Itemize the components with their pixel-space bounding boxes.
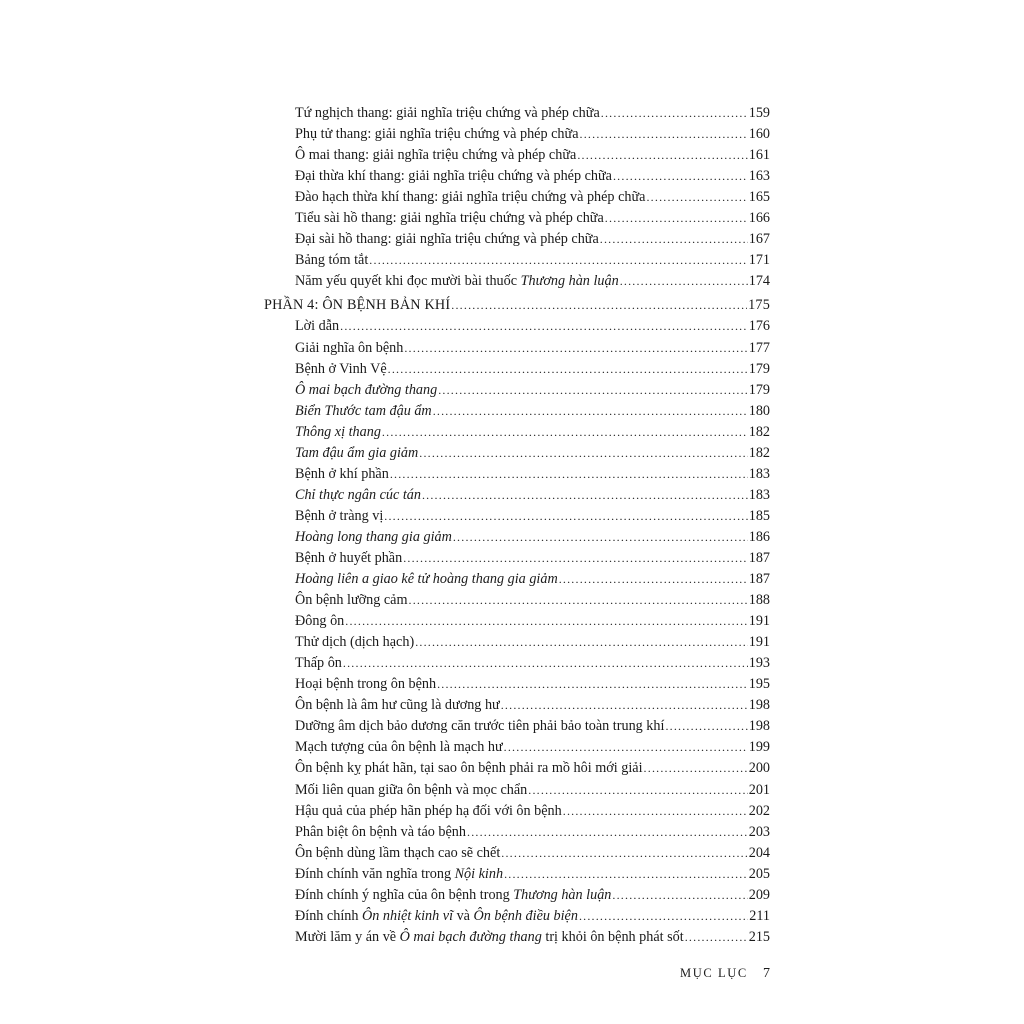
toc-title-text: PHẦN 4: ÔN BỆNH BẢN KHÍ — [264, 297, 451, 314]
toc-title-italic: Thông xị thang — [295, 423, 381, 440]
toc-entry — [264, 380, 770, 401]
toc-entry-title — [295, 927, 684, 948]
toc-page-number: 182 — [748, 444, 770, 461]
toc-page-number: 205 — [748, 865, 770, 882]
toc-entry — [264, 527, 770, 548]
dot-leader — [403, 548, 748, 569]
toc-entry — [264, 485, 770, 506]
toc-page-number: 163 — [748, 168, 770, 185]
toc-page-number: 195 — [748, 676, 770, 693]
dot-leader — [438, 380, 748, 401]
toc-title-italic: Ôn bệnh điều biện — [473, 907, 578, 924]
toc-title-italic: Nội kinh — [454, 865, 504, 882]
toc-page-number: 171 — [748, 252, 770, 269]
dot-leader — [685, 927, 748, 948]
dot-leader — [433, 401, 748, 422]
toc-entry-title — [295, 443, 418, 464]
toc-title-text: Ôn bệnh kỵ phát hãn, tại sao ôn bệnh phải ra mồ hôi mới giải — [295, 760, 643, 777]
toc-entry — [264, 208, 770, 229]
toc-entry-title — [295, 590, 408, 611]
toc-entry — [264, 401, 770, 422]
toc-entry-title — [295, 716, 664, 737]
toc-entry-title — [295, 401, 432, 422]
dot-leader — [504, 864, 748, 885]
toc-title-text: Hoại bệnh trong ôn bệnh — [295, 676, 437, 693]
toc-entry — [264, 422, 770, 443]
toc-entry — [264, 569, 770, 590]
toc-page-number: 187 — [748, 571, 770, 588]
toc-entry-title — [295, 695, 500, 716]
dot-leader — [600, 229, 748, 250]
toc-entry — [264, 443, 770, 464]
toc-title-text: Lời dẫn — [295, 318, 340, 335]
toc-entry-title — [295, 187, 645, 208]
toc-entry-title — [295, 611, 344, 632]
dot-leader — [437, 674, 748, 695]
toc-entry-title — [295, 271, 619, 292]
dot-leader — [422, 485, 748, 506]
toc-title-italic: Thương hàn luận — [513, 886, 612, 903]
toc-entry-title — [295, 208, 604, 229]
toc-entry — [264, 506, 770, 527]
toc-entry — [264, 359, 770, 380]
toc-page-number: 177 — [748, 339, 770, 356]
toc-page-number: 199 — [748, 739, 770, 756]
toc-entry — [264, 780, 770, 801]
toc-entry-title — [295, 250, 368, 271]
toc-entry-title — [295, 906, 578, 927]
toc-entry — [264, 758, 770, 779]
toc-entry — [264, 611, 770, 632]
toc-page-number: 191 — [748, 613, 770, 630]
toc-page-number: 179 — [748, 381, 770, 398]
running-head: MỤC LỤC — [680, 966, 748, 980]
toc-page-number: 175 — [748, 297, 770, 314]
toc-entry — [264, 229, 770, 250]
toc-page-number: 165 — [748, 189, 770, 206]
toc-title-text: Ôn bệnh dùng lầm thạch cao sẽ chết — [295, 844, 501, 861]
toc-title-italic: Ô mai bạch đường thang — [295, 381, 438, 398]
toc-page-number: 160 — [748, 126, 770, 143]
toc-entry — [264, 632, 770, 653]
dot-leader — [504, 737, 748, 758]
toc-entry — [264, 124, 770, 145]
toc-entry — [264, 145, 770, 166]
toc-title-italic: Thương hàn luận — [520, 273, 619, 290]
toc-entry-title — [295, 885, 611, 906]
toc-title-italic: Ô mai bạch đường thang — [399, 928, 542, 945]
dot-leader — [340, 316, 748, 337]
dot-leader — [620, 271, 748, 292]
toc-page-number: 187 — [748, 549, 770, 566]
toc-title-italic: Ôn nhiệt kinh vĩ — [362, 907, 454, 924]
toc-title-text: Bệnh ở tràng vị — [295, 507, 384, 524]
dot-leader — [384, 506, 747, 527]
toc-page-number: 198 — [748, 718, 770, 735]
dot-leader — [579, 906, 748, 927]
toc-entry-title — [295, 864, 503, 885]
dot-leader — [453, 527, 748, 548]
toc-entry-title — [295, 464, 389, 485]
dot-leader — [501, 843, 747, 864]
toc-title-text: Dưỡng âm dịch bảo dương căn trước tiên phải bảo toàn trung khí — [295, 718, 665, 735]
toc-title-text: Đính chính ý nghĩa của ôn bệnh trong — [295, 886, 514, 903]
dot-leader — [528, 780, 747, 801]
toc-page-number: 161 — [748, 147, 770, 164]
table-of-contents — [264, 103, 770, 948]
dot-leader — [419, 443, 747, 464]
toc-page-number: 211 — [749, 907, 770, 924]
dot-leader — [345, 611, 747, 632]
toc-title-text: Ôn bệnh lưỡng cảm — [295, 592, 408, 609]
toc-page-number: 159 — [748, 105, 770, 121]
toc-entry — [264, 737, 770, 758]
dot-leader — [646, 187, 747, 208]
toc-entry-title — [295, 103, 600, 124]
toc-entry — [264, 885, 770, 906]
dot-leader — [559, 569, 748, 590]
toc-entry-title — [295, 758, 643, 779]
toc-entry — [264, 103, 770, 124]
toc-entry — [264, 822, 770, 843]
dot-leader — [390, 464, 748, 485]
dot-leader — [577, 145, 747, 166]
toc-entry — [264, 927, 770, 948]
toc-entry — [264, 843, 770, 864]
toc-entry-title — [295, 569, 558, 590]
toc-title-text: Mạch tượng của ôn bệnh là mạch hư — [295, 739, 503, 756]
toc-entry-title — [295, 737, 503, 758]
dot-leader — [343, 653, 748, 674]
toc-entry-title — [264, 295, 450, 316]
dot-leader — [644, 758, 748, 779]
toc-entry — [264, 801, 770, 822]
toc-entry-title — [295, 229, 599, 250]
toc-title-italic: Hoàng liên a giao kê tử hoàng thang gia giảm — [295, 571, 558, 588]
dot-leader — [501, 695, 748, 716]
toc-title-italic: Chỉ thực ngân cúc tán — [295, 486, 421, 503]
toc-title-text: Mối liên quan giữa ôn bệnh và mọc chẩn — [295, 781, 528, 798]
toc-entry — [264, 166, 770, 187]
toc-title-text: Thử dịch (dịch hạch) — [295, 634, 415, 651]
toc-title-text: Hậu quả của phép hãn phép hạ đối với ôn bệnh — [295, 802, 562, 819]
toc-page-number: 174 — [748, 273, 770, 290]
dot-leader — [451, 295, 747, 316]
dot-leader — [388, 359, 748, 380]
page-footer — [680, 966, 770, 982]
toc-entry — [264, 271, 770, 292]
toc-entry — [264, 695, 770, 716]
toc-entry-title — [295, 801, 562, 822]
toc-entry-title — [295, 548, 402, 569]
toc-entry-title — [295, 653, 342, 674]
toc-page-number: 186 — [748, 528, 770, 545]
toc-entry-title — [295, 124, 579, 145]
toc-entry — [264, 674, 770, 695]
toc-entry — [264, 548, 770, 569]
toc-entry — [264, 338, 770, 359]
dot-leader — [580, 124, 748, 145]
toc-title-italic: Hoàng long thang gia giảm — [295, 528, 452, 545]
toc-entry-title — [295, 780, 527, 801]
toc-title-text: Ôn bệnh là âm hư cũng là dương hư — [295, 697, 500, 714]
toc-page-number: 182 — [748, 423, 770, 440]
toc-title-text: Đính chính văn nghĩa trong — [295, 865, 455, 882]
dot-leader — [665, 716, 747, 737]
toc-entry-title — [295, 380, 437, 401]
toc-page-number: 200 — [748, 760, 770, 777]
toc-page-number: 167 — [748, 231, 770, 248]
toc-page-number: 202 — [748, 802, 770, 819]
dot-leader — [404, 338, 747, 359]
dot-leader — [409, 590, 748, 611]
toc-page-number: 198 — [748, 697, 770, 714]
toc-title-text: Tiểu sài hồ thang: giải nghĩa triệu chứng và phép chữa — [295, 210, 604, 227]
toc-title-text: Phân biệt ôn bệnh và táo bệnh — [295, 823, 466, 840]
toc-title-text: Tứ nghịch thang: giải nghĩa triệu chứng và phép chữa — [295, 105, 600, 121]
toc-title-text: Bệnh ở huyết phần — [295, 549, 403, 566]
toc-entry-title — [295, 422, 381, 443]
toc-entry-title — [295, 674, 436, 695]
toc-title-text: Đào hạch thừa khí thang: giải nghĩa triệu chứng và phép chữa — [295, 189, 646, 206]
toc-entry — [264, 187, 770, 208]
dot-leader — [612, 885, 747, 906]
toc-entry-title — [295, 506, 383, 527]
toc-title-text: Năm yếu quyết khi đọc mười bài thuốc — [295, 273, 521, 290]
dot-leader — [382, 422, 748, 443]
toc-entry-title — [295, 527, 452, 548]
toc-page-number: 204 — [748, 844, 770, 861]
toc-part-heading — [264, 295, 770, 316]
toc-entry-title — [295, 166, 612, 187]
toc-page-number: 179 — [748, 360, 770, 377]
toc-title-text: Phụ tử thang: giải nghĩa triệu chứng và phép chữa — [295, 126, 579, 143]
dot-leader — [563, 801, 748, 822]
dot-leader — [605, 208, 748, 229]
toc-title-text: Giải nghĩa ôn bệnh — [295, 339, 404, 356]
toc-page-number: 203 — [748, 823, 770, 840]
toc-page-number: 185 — [748, 507, 770, 524]
toc-title-italic: Tam đậu ẩm gia giảm — [295, 444, 419, 461]
toc-entry — [264, 716, 770, 737]
toc-title-text: Đại thừa khí thang: giải nghĩa triệu chứng và phép chữa — [295, 168, 612, 185]
dot-leader — [467, 822, 748, 843]
toc-title-text: Bệnh ở Vinh Vệ — [295, 360, 387, 377]
toc-entry-title — [295, 359, 387, 380]
toc-page-number: 176 — [748, 318, 770, 335]
toc-page-number: 166 — [748, 210, 770, 227]
toc-entry — [264, 906, 770, 927]
toc-entry-title — [295, 485, 421, 506]
dot-leader — [601, 103, 748, 124]
toc-page-number: 193 — [748, 655, 770, 672]
toc-entry-title — [295, 338, 403, 359]
toc-title-text: Đính chính — [295, 907, 362, 924]
toc-title-text: Mười lăm y án về — [295, 928, 400, 945]
toc-title-text: trị khỏi ôn bệnh phát sốt — [541, 928, 684, 945]
toc-page-number: 191 — [748, 634, 770, 651]
toc-title-text: và — [453, 907, 474, 924]
toc-entry-title — [295, 822, 466, 843]
toc-page-number: 209 — [748, 886, 770, 903]
toc-entry-title — [295, 843, 500, 864]
dot-leader — [613, 166, 748, 187]
toc-title-text: Bảng tóm tắt — [295, 252, 369, 269]
toc-entry — [264, 316, 770, 337]
toc-title-text: Ô mai thang: giải nghĩa triệu chứng và phép chữa — [295, 147, 577, 164]
toc-entry-title — [295, 316, 339, 337]
toc-title-italic: Biển Thước tam đậu ẩm — [295, 402, 432, 419]
dot-leader — [369, 250, 747, 271]
toc-entry — [264, 250, 770, 271]
toc-page-number: 201 — [748, 781, 770, 798]
page-number: 7 — [763, 966, 770, 981]
toc-page-number: 183 — [748, 486, 770, 503]
toc-entry — [264, 653, 770, 674]
toc-title-text: Thấp ôn — [295, 655, 342, 672]
toc-entry — [264, 464, 770, 485]
toc-title-text: Đại sài hồ thang: giải nghĩa triệu chứng và phép chữa — [295, 231, 599, 248]
toc-entry-title — [295, 145, 576, 166]
toc-page-number: 180 — [748, 402, 770, 419]
dot-leader — [415, 632, 748, 653]
toc-page-number: 188 — [748, 592, 770, 609]
toc-entry-title — [295, 632, 414, 653]
toc-title-text: Bệnh ở khí phần — [295, 465, 389, 482]
toc-page-number: 215 — [748, 928, 770, 945]
toc-entry — [264, 864, 770, 885]
toc-entry — [264, 590, 770, 611]
toc-page-number: 183 — [748, 465, 770, 482]
toc-title-text: Đông ôn — [295, 613, 345, 630]
